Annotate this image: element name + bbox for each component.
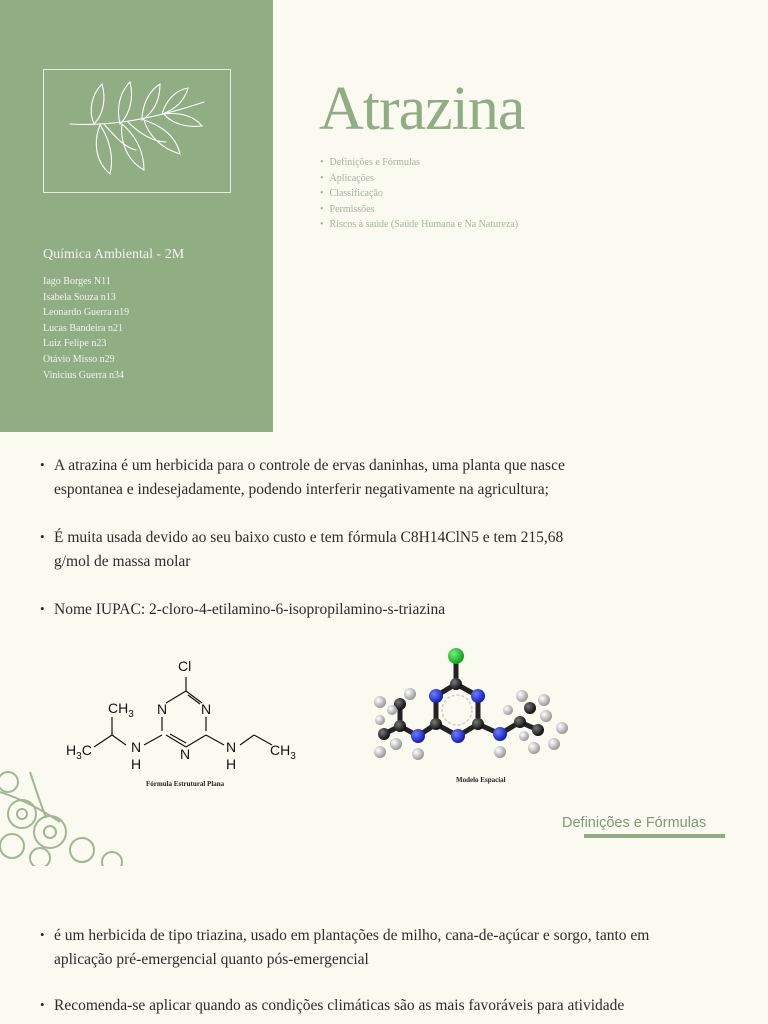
leaf-frame [43,69,231,193]
atom-h: H [131,756,142,772]
definitions-slide [0,432,768,866]
topic-list [320,155,518,233]
topic-item: • Aplicações [320,171,518,187]
bullet-list [40,454,600,646]
bullet-item: • Recomenda-se aplicar quando as condições climáticas são as mais favoráveis para atividade [40,994,710,1018]
leaf-branch-icon [64,78,210,184]
bullet-item: • A atrazina é um herbicida para o controle de ervas daninhas, uma planta que nasce espontanea e indesejadamente, podendo interferir negativamente na agricultura; [40,454,600,502]
course-label: Química Ambiental - 2M [43,247,185,262]
topic-item: • Definições e Fórmulas [320,155,518,171]
atom-h3c: $H_3C$ [66,742,92,762]
bullet-item: • Nome IUPAC: 2-cloro-4-etilamino-6-isopropilamino-s-triazina [40,598,600,622]
atom-n: N [131,739,142,755]
bullet-list [40,924,710,1024]
atom-h: H [226,756,237,772]
applications-slide [0,866,768,1024]
atom-ch3: $CH_3$ [270,742,296,762]
member-item: Iago Borges N11 [43,276,111,287]
topic-item: • Classificação [320,186,518,202]
title-slide [0,0,768,432]
bullet-item: • é um herbicida de tipo triazina, usado em plantações de milho, cana-de-açúcar e sorgo, tanto em aplicação pré-emergencial quanto pós-emergencial [40,924,710,972]
member-item: Isabela Souza n13 [43,291,116,303]
topic-item: • Permissões [320,202,518,218]
topic-item: • Riscos à saúde (Saúde Humana e Na Natureza) [320,217,518,233]
member-item: Vinicius Guerra n34 [43,369,125,381]
member-item: Leonardo Guerra n19 [43,307,130,319]
bullet-item: • É muita usada devido ao seu baixo custo e tem fórmula C8H14ClN5 e tem 215,68 g/mol de massa molar [40,526,600,574]
atom-n: N [157,701,168,717]
spatial-model [370,644,580,778]
member-list [43,274,129,383]
atom-n: N [226,739,237,755]
floral-decoration [0,762,140,866]
member-item: Lucas Bandeira n21 [43,322,123,334]
slide-title: Atrazina [319,75,525,143]
spatial-model-caption: Modelo Espacial [456,776,506,784]
member-item: Luiz Felipe n23 [43,338,107,350]
member-item: Otávio Misso n29 [43,353,115,365]
atom-ch3: $CH_3$ [108,700,134,720]
section-underline [584,834,725,838]
atom-n: N [201,701,212,717]
atom-cl: Cl [178,658,192,674]
atom-n: N [180,746,191,762]
structural-formula-caption: Fórmula Estrutural Plana [146,780,225,788]
section-label: Definições e Fórmulas [562,815,707,831]
structural-formula [60,657,310,777]
sidebar-panel [0,0,273,432]
